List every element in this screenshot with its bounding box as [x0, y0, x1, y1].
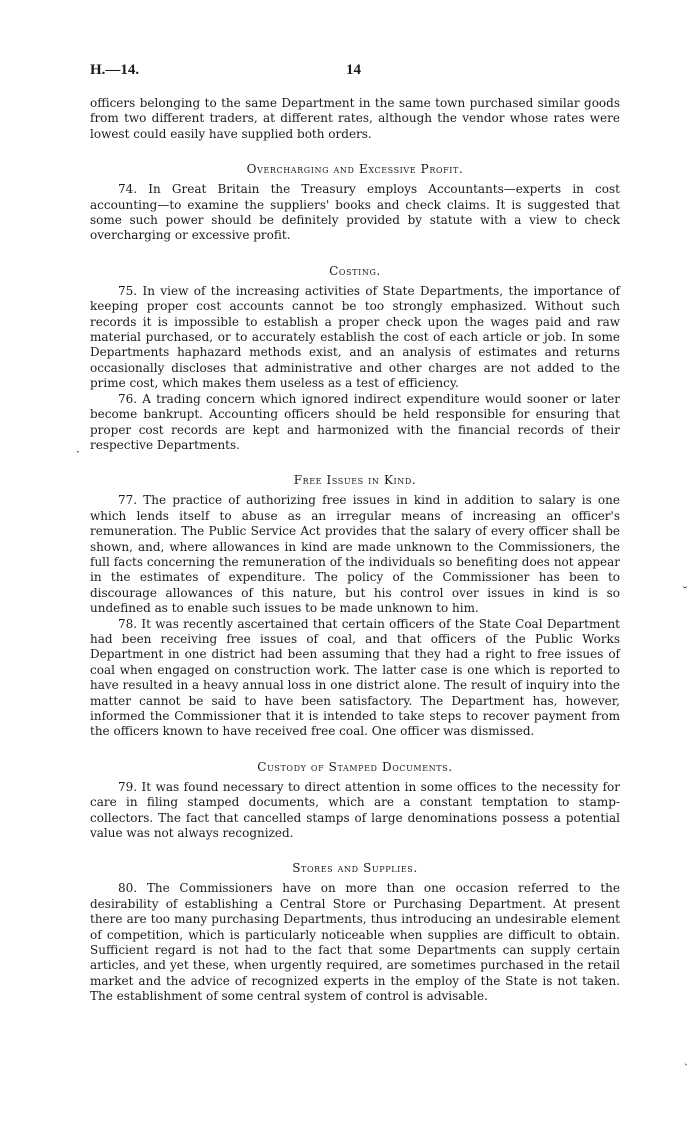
section-stamped-documents	[90, 760, 620, 842]
paragraph-78: 78. It was recently ascertained that certain officers of the State Coal Department had been receiving free issues of coal, and that officers of the Public Works Department in one district had been assuming that they had a right to free issues of coal when engaged on construction work. The latter case is one which is reported to have resulted in a heavy annual loss in one district alone. The result of inquiry into the matter cannot be said to have been satisfactory. The Department has, however, informed the Commissioner that it is intended to take steps to recover payment from the officers known to have received free coal. One officer was dismissed.	[90, 616, 620, 739]
section-heading: Custody of Stamped Documents.	[257, 759, 453, 774]
margin-scan-mark: ˏ	[684, 1052, 688, 1066]
margin-dot-mark: ·	[76, 445, 80, 459]
intro-paragraph: officers belonging to the same Department in the same town purchased similar goods from two different traders, at different rates, although the vendor whose rates were lowest could easily have supplied both orders.	[90, 96, 620, 141]
paragraph-74: 74. In Great Britain the Treasury employs Accountants—experts in cost accounting—to examine the suppliers' books and check claims. It is suggested that some such power should be definitely provided by statute with a view to check overcharging or excessive profit.	[90, 182, 620, 243]
section-heading: Stores and Supplies.	[292, 861, 418, 876]
paragraph-75: 75. In view of the increasing activities of State Departments, the importance of keeping proper cost accounts cannot be too strongly emphasized. Without such records it is impossible to establish a proper check upon the wages paid and raw material purchased, or to accurately establish the cost of each article or job. In some Departments haphazard methods exist, and an analysis of estimates and returns occasionally discloses that administrative and other charges are not added to the prime cost, which makes them useless as a test of efficiency.	[90, 283, 620, 391]
document-page	[90, 62, 620, 1005]
section-overcharging	[90, 162, 620, 244]
paragraph-79: 79. It was found necessary to direct attention in some offices to the necessity for care in filing stamped documents, which are a constant temptation to stamp-collectors. The fact that cancelled stamps of large denominations possess a potential value was not always recognized.	[90, 779, 620, 841]
page-number: 14	[346, 62, 361, 78]
paragraph-76: 76. A trading concern which ignored indirect expenditure would sooner or later become bankrupt. Accounting officers should be held responsible for ensuring that proper cost records are kept and harmonized with the financial records of their respective Departments.	[90, 391, 620, 452]
section-heading: Overcharging and Excessive Profit.	[246, 162, 464, 177]
section-heading: Costing.	[329, 263, 381, 278]
document-code: H.—14.	[90, 62, 140, 78]
paragraph-77: 77. The practice of authorizing free issues in kind in addition to salary is one which lends itself to abuse as an irregular means of increasing an officer's remuneration. The Public Service Act provides that the salary of every officer shall be shown, and, where allowances in kind are made unknown to the Commissioners, the full facts concerning the remuneration of the individuals so benefiting does not appear in the estimates of expenditure. The policy of the Commissioner has been to discourage allowances of this nature, but his control over issues in kind is so undefined as to enable such issues to be made unknown to him.	[90, 493, 620, 616]
paragraph-80: 80. The Commissioners have on more than one occasion referred to the desirability of establishing a Central Store or Purchasing Department. At present there are too many purchasing Departments, thus introducing an undesirable element of competition, which is particularly noticeable when supplies are difficult to obtain. Sufficient regard is not had to the fact that some Departments can supply certain articles, and yet these, when urgently required, are sometimes purchased in the retail market and the advice of recognized experts in the employ of the State is not taken. The establishment of some central system of control is advisable.	[90, 881, 620, 1004]
margin-scan-mark: ˘	[682, 585, 688, 599]
section-free-issues	[90, 473, 620, 740]
section-stores	[90, 861, 620, 1004]
section-heading: Free Issues in Kind.	[293, 473, 417, 488]
section-costing	[90, 264, 620, 453]
page-header	[90, 62, 620, 84]
